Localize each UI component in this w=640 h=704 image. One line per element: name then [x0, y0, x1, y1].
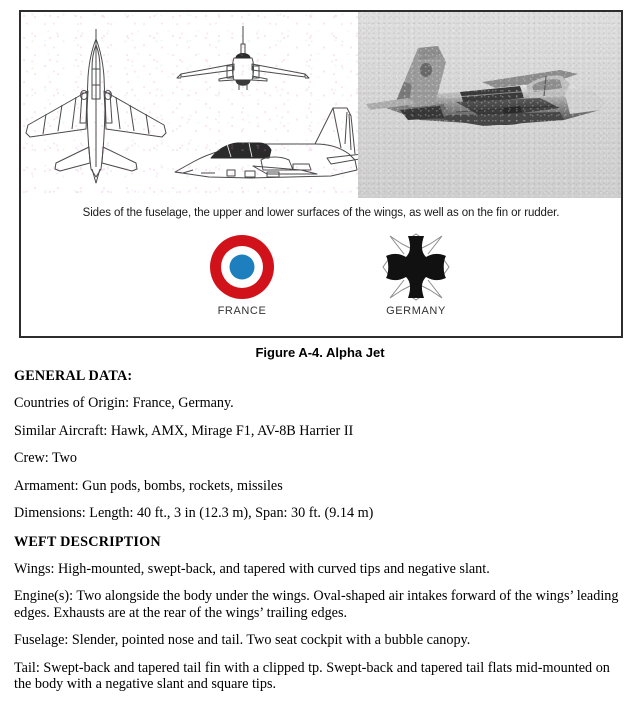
marking-locations-note: Sides of the fuselage, the upper and lower surfaces of the wings, as well as on the fin or rudder.: [82, 207, 560, 219]
general-data-item: Crew: Two: [14, 450, 77, 466]
marking-germany: [351, 230, 481, 317]
weft-item-wings: Wings: High-mounted, swept-back, and tapered with curved tips and negative slant.: [14, 560, 490, 577]
weft-item-engines: Engine(s): Two alongside the body under the wings. Oval-shaped air intakes forward of the wings’ leading edges. Exhausts are at the rear of the wings’ trailing edges.: [14, 588, 619, 621]
general-data-heading: GENERAL DATA:: [14, 368, 133, 384]
alpha-jet-three-view-svg: [21, 12, 358, 198]
figure-caption: Figure A-4. Alpha Jet: [255, 345, 385, 360]
france-roundel-svg: [208, 233, 276, 301]
weft-description-heading: WEFT DESCRIPTION: [14, 533, 161, 550]
aircraft-photograph: [358, 12, 621, 198]
roundel-icon: [177, 230, 307, 304]
weft-item-tail: Tail: Swept-back and tapered tail fin with a clipped tp. Swept-back and tapered tail flats mid-mounted on the body with a negative slant and square tips.: [14, 659, 610, 692]
figure-image-row: [21, 12, 621, 198]
general-data-item: Armament: Gun pods, bombs, rockets, missiles: [14, 477, 283, 494]
marking-label-france: FRANCE: [217, 305, 267, 317]
general-data-item: Dimensions: Length: 40 ft., 3 in (12.3 m), Span: 30 ft. (9.14 m): [14, 505, 374, 521]
general-data-item: Similar Aircraft: Hawk, AMX, Mirage F1, AV-8B Harrier II: [14, 422, 354, 439]
weft-item-fuselage: Fuselage: Slender, pointed nose and tail. Two seat cockpit with a bubble canopy.: [14, 632, 471, 648]
document-body: [14, 368, 628, 704]
figure-panel: [19, 10, 623, 338]
germany-iron-cross-svg: [380, 232, 452, 302]
three-view-drawings: [21, 12, 358, 198]
marking-france: [177, 230, 307, 317]
national-markings-row: [21, 230, 621, 336]
general-data-item: Countries of Origin: France, Germany.: [14, 395, 234, 411]
iron-cross-icon: [351, 230, 481, 304]
marking-label-germany: GERMANY: [386, 305, 446, 317]
alpha-jet-photo-svg: [358, 12, 621, 198]
